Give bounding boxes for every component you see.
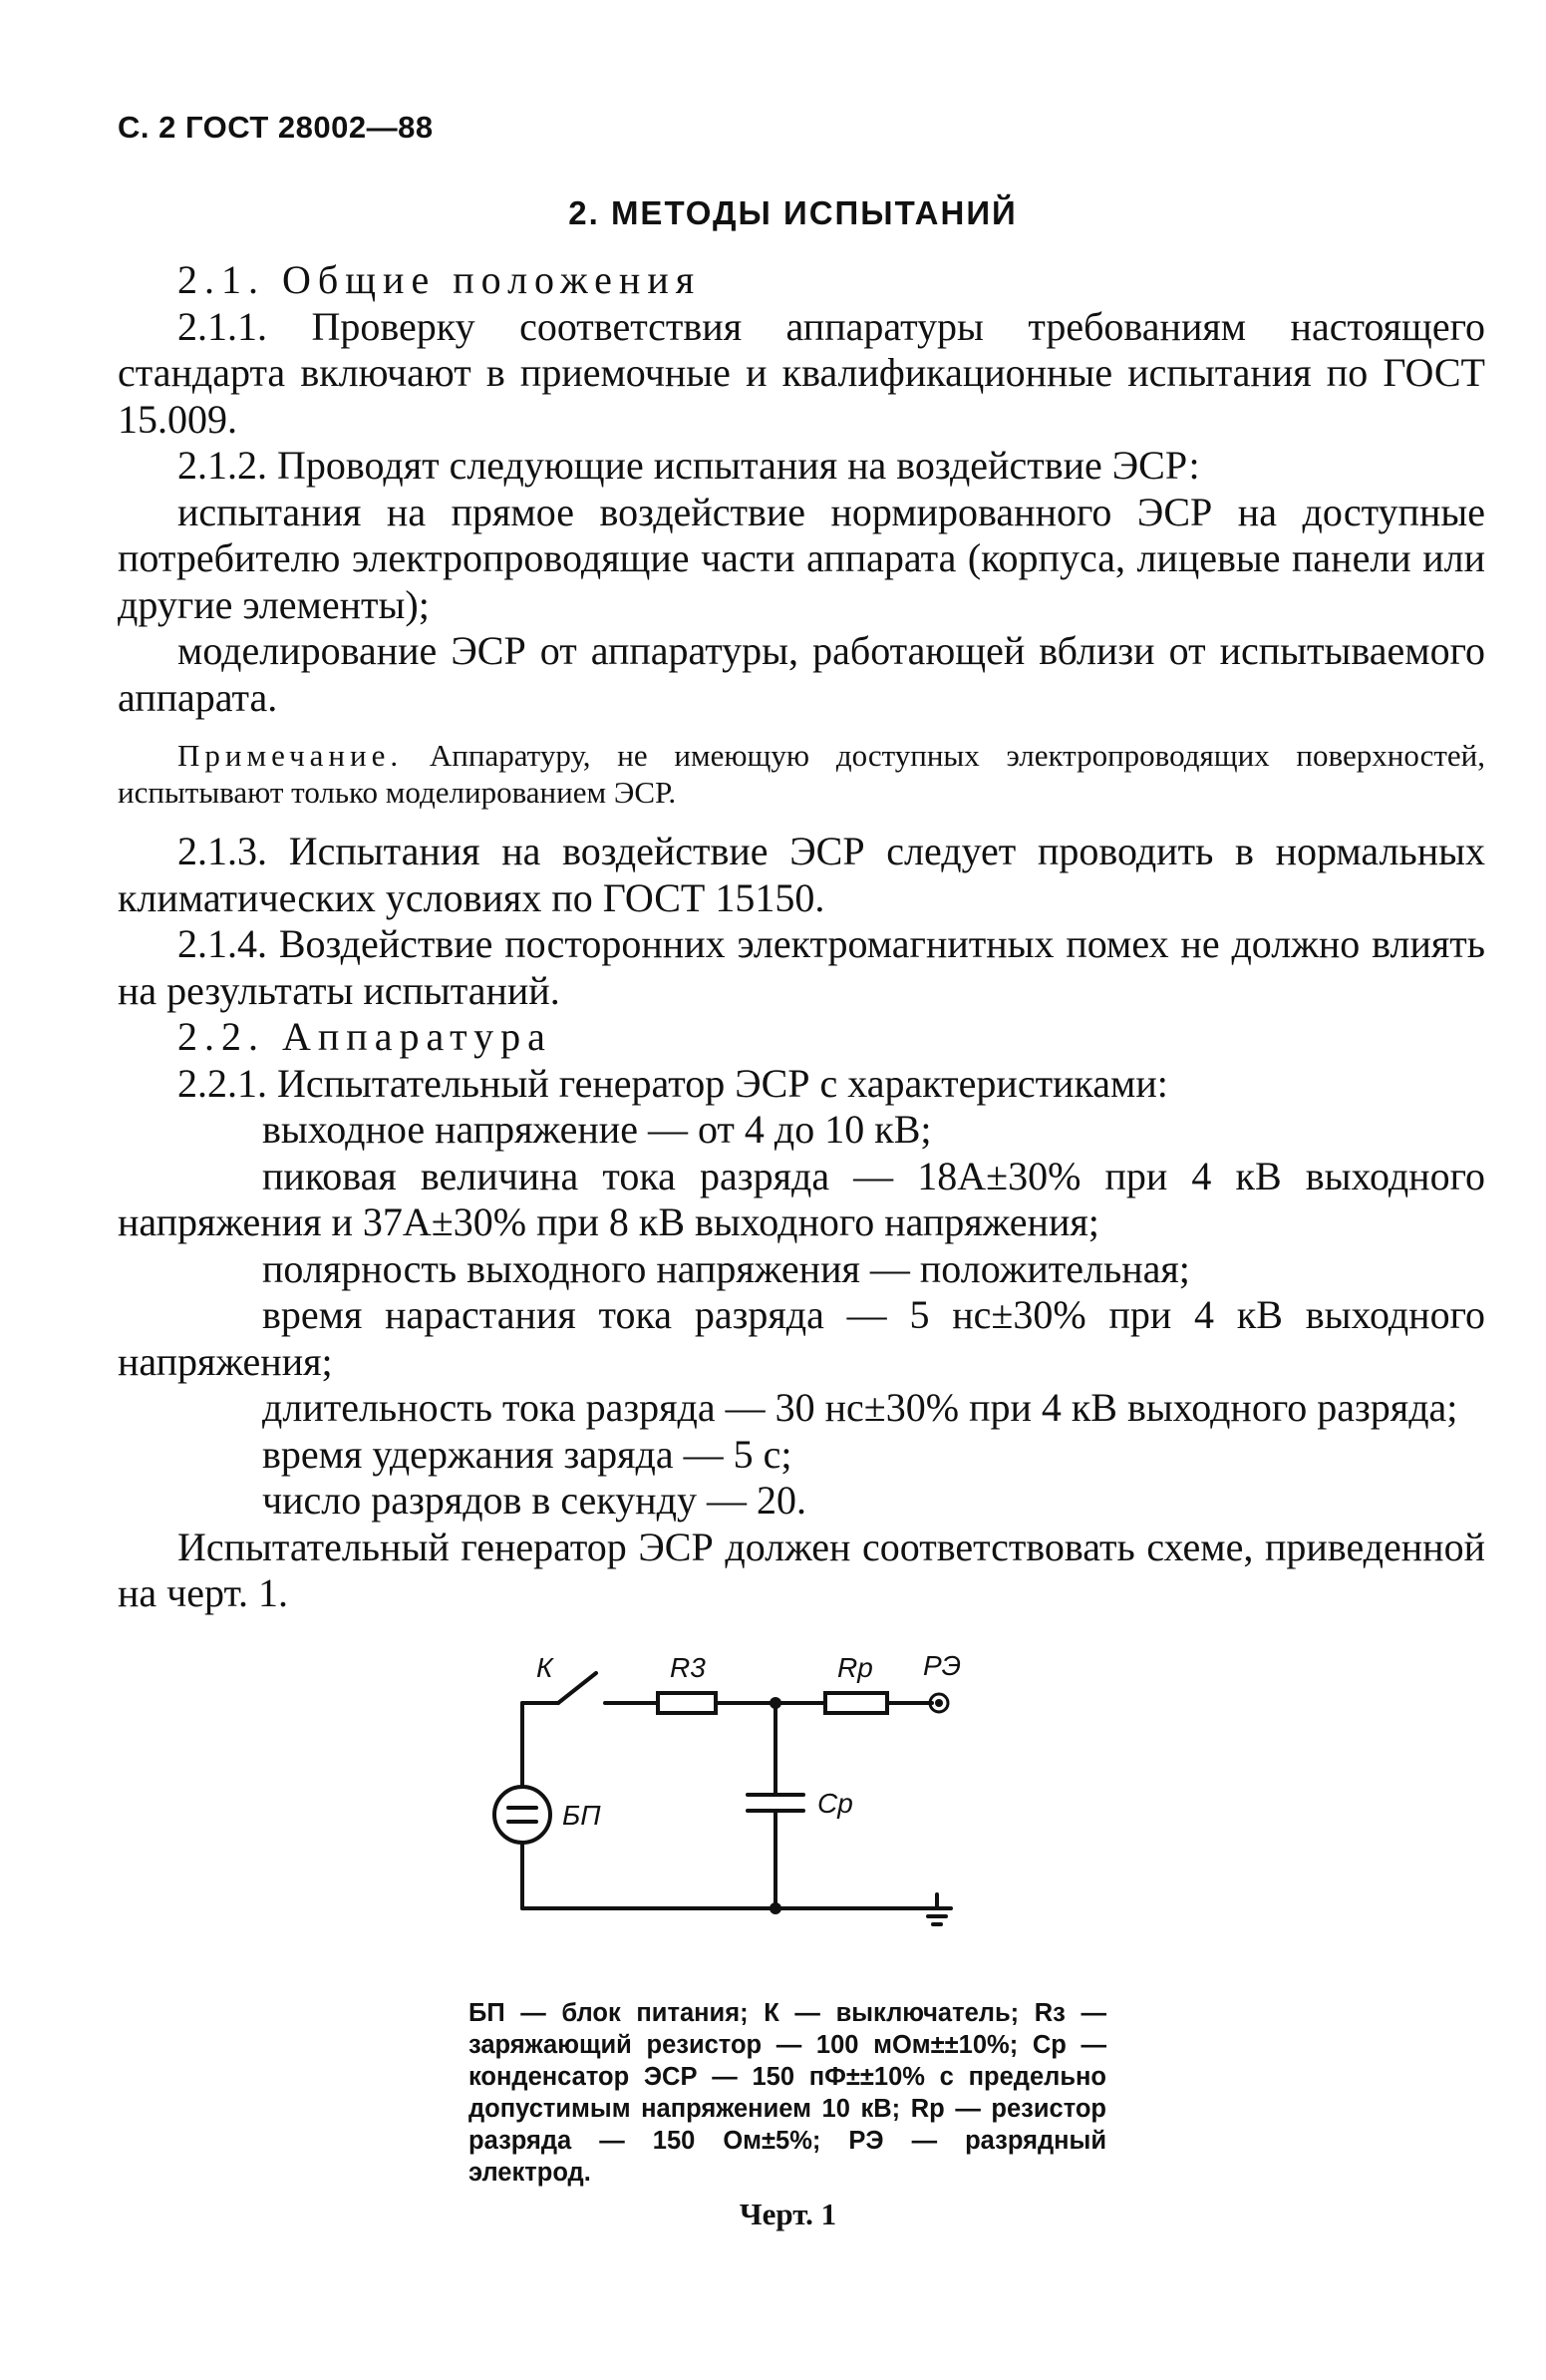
label-capacitor: Cр — [817, 1788, 853, 1819]
subsection-heading-2-2: 2.2. Аппаратура — [177, 1014, 552, 1059]
note — [118, 737, 1485, 811]
characteristic-item: пиковая величина тока разряда — 18А±30% при 4 кВ выходного напряжения и 37А±30% при 8 кВ выходного напряжения; — [118, 1153, 1485, 1244]
characteristic-item: время нарастания тока разряда — 5 нс±30% при 4 кВ выходного напряжения; — [118, 1292, 1485, 1384]
electrode-inner — [935, 1699, 943, 1707]
figure-caption: БП — блок питания; К — выключатель; Rз — заряжающий резистор — 100 мОм±±10%; Cр — конденсатор ЭСР — 150 пФ±±10% с предельно допустимым напряжением 10 кВ; Rр — резистор разряда — 150 Ом±5%; РЭ — разрядный электрод. — [468, 1999, 1106, 2187]
characteristic-item: полярность выходного напряжения — положительная; — [262, 1245, 1190, 1291]
junction-top — [770, 1697, 781, 1709]
paragraph-2-2-1: 2.2.1. Испытательный генератор ЭСР с характеристиками: — [177, 1060, 1168, 1106]
figure-label: Черт. 1 — [739, 2197, 837, 2231]
junction-bottom — [770, 1902, 781, 1914]
paragraph-2-1-1: 2.1.1. Проверку соответствия аппаратуры требованиям настоящего стандарта включают в приемочные и квалификационные испытания по ГОСТ 15.009. — [118, 303, 1485, 442]
characteristic-item: время удержания заряда — 5 с; — [262, 1431, 792, 1477]
paragraph-2-1-2-item-b: моделирование ЭСР от аппаратуры, работающей вблизи от испытываемого аппарата. — [118, 628, 1485, 720]
characteristic-item: число разрядов в секунду — 20. — [262, 1478, 806, 1523]
circuit-diagram — [478, 1645, 1156, 1984]
note-label: Примечание. — [177, 738, 404, 773]
document-body — [118, 257, 1485, 1617]
resistor-r3 — [658, 1693, 716, 1713]
paragraph-2-1-3: 2.1.3. Испытания на воздействие ЭСР следует проводить в нормальных климатических условиях по ГОСТ 15150. — [118, 829, 1485, 920]
paragraph-2-1-2-item-a: испытания на прямое воздействие нормированного ЭСР на доступные потребителю электропроводящие части аппарата (корпуса, лицевые панели или другие элементы); — [118, 489, 1485, 627]
paragraph-final: Испытательный генератор ЭСР должен соответствовать схеме, приведенной на черт. 1. — [118, 1524, 1485, 1615]
switch-blade — [558, 1673, 596, 1703]
power-supply-circle — [494, 1787, 550, 1843]
label-electrode: РЭ — [923, 1650, 962, 1681]
note-text: Аппаратуру, не имеющую доступных электропроводящих поверхностей, испытывают только моделированием ЭСР. — [118, 738, 1486, 810]
label-power-supply: БП — [562, 1800, 601, 1831]
page-header: С. 2 ГОСТ 28002—88 — [118, 110, 434, 145]
section-title: 2. МЕТОДЫ ИСПЫТАНИЙ — [568, 194, 1018, 231]
resistor-rp — [825, 1693, 887, 1713]
label-switch-k: К — [536, 1652, 553, 1683]
subsection-heading-2-1: 2.1. Общие положения — [177, 257, 702, 302]
characteristic-item: длительность тока разряда — 30 нс±30% при 4 кВ выходного разряда; — [262, 1385, 1458, 1430]
characteristic-item: выходное напряжение — от 4 до 10 кВ; — [262, 1107, 932, 1152]
label-resistor-rp: Rр — [837, 1652, 873, 1683]
paragraph-2-1-2: 2.1.2. Проводят следующие испытания на воздействие ЭСР: — [177, 443, 1200, 488]
label-resistor-r3: R3 — [670, 1652, 706, 1683]
paragraph-2-1-4: 2.1.4. Воздействие посторонних электромагнитных помех не должно влиять на результаты испытаний. — [118, 921, 1485, 1013]
